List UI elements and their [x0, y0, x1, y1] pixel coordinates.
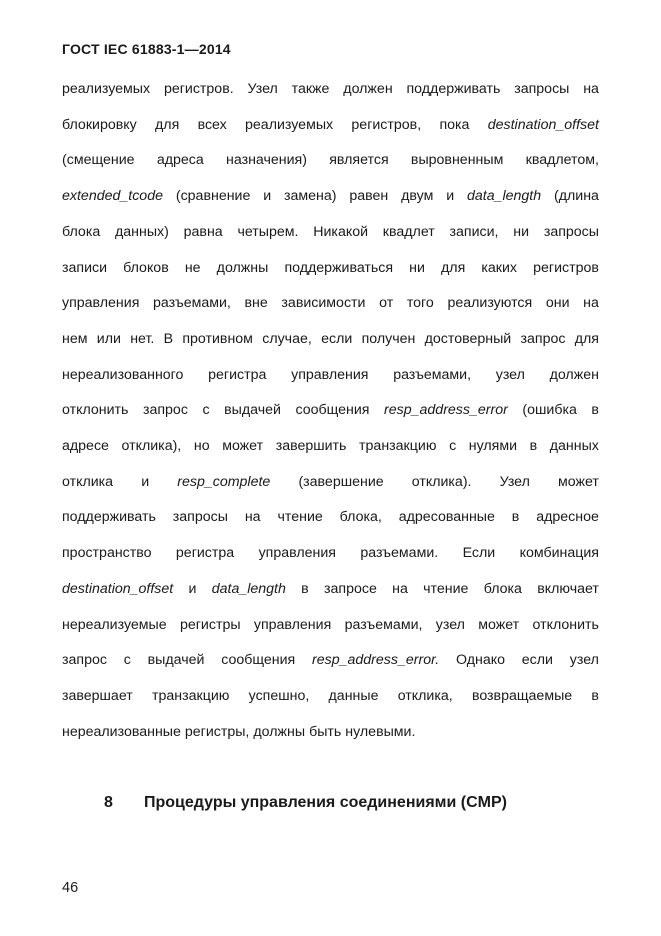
text-line [62, 651, 599, 669]
word: ни [409, 259, 425, 276]
word: управления [253, 616, 332, 633]
word: в [591, 687, 599, 704]
word: регистров. [163, 81, 234, 97]
word: или [96, 330, 121, 347]
word: и [263, 188, 272, 205]
word: возвращаемые [471, 687, 573, 704]
word: в [529, 438, 538, 454]
text-line [62, 330, 599, 348]
word: отклика, [397, 687, 453, 704]
word: с [123, 652, 131, 669]
word: узел [569, 652, 599, 669]
word: того [406, 295, 434, 312]
word: для [574, 330, 599, 347]
word: разъемами, [344, 616, 423, 633]
word: равна [183, 223, 223, 240]
word: узел [495, 366, 525, 383]
word: В [163, 330, 174, 347]
word: запрос [520, 330, 566, 347]
word: должны [216, 259, 269, 276]
word: регистров [533, 259, 599, 276]
word: регистра [175, 545, 235, 562]
word: комбинация [519, 545, 599, 562]
word: транзакцию [151, 687, 230, 704]
word: данных [549, 438, 599, 454]
word: нереализованные [62, 723, 181, 740]
word: адресованные [398, 509, 495, 526]
word: сообщения [221, 652, 296, 669]
word: данных) [115, 223, 169, 240]
word: поддерживать [62, 509, 156, 526]
word: блока [62, 223, 101, 240]
text-line [62, 80, 599, 98]
word: (смещение [62, 152, 135, 169]
word: может [558, 473, 599, 490]
text-line [62, 116, 599, 134]
word: запросы [172, 509, 228, 526]
word: должен [343, 81, 393, 97]
italic-term: resp_address_error [384, 402, 508, 419]
word: в [511, 509, 520, 526]
word: всех [197, 116, 227, 133]
word: включает [537, 580, 599, 597]
word: успешно, [248, 687, 310, 704]
word: поддерживать [406, 81, 501, 97]
text-line [62, 259, 599, 277]
word: нереализованного [62, 366, 184, 383]
italic-term: resp_address_error. [312, 652, 440, 669]
word: Однако [456, 652, 505, 669]
word: с [202, 402, 210, 419]
text-line [62, 294, 599, 312]
text-line [62, 544, 599, 562]
word: и [188, 580, 197, 597]
word: в [301, 580, 309, 597]
word: регистры, [184, 723, 250, 740]
word: зависимости [281, 295, 366, 312]
text-line [62, 580, 599, 598]
word: для [441, 259, 466, 276]
text-line [62, 437, 599, 455]
word: нулями [468, 438, 518, 454]
word: управления [291, 366, 369, 383]
word: может [478, 616, 520, 633]
word: адреса [156, 152, 204, 169]
italic-term: extended_tcode [62, 188, 163, 205]
word: квадлетом, [525, 152, 599, 169]
word: поддерживаться [284, 259, 394, 276]
word: противном [182, 330, 253, 347]
word: но [193, 438, 210, 454]
word: каких [481, 259, 518, 276]
word: на [392, 580, 408, 597]
word: с [449, 438, 457, 454]
italic-term: destination_offset [487, 116, 599, 133]
word: отклонить [62, 402, 129, 419]
word: нет. [130, 330, 155, 347]
word: должен [549, 366, 599, 383]
word: запрос [62, 652, 107, 669]
word: достоверный [424, 330, 512, 347]
word: является [329, 152, 389, 169]
word: записи, [449, 223, 499, 240]
word: двум [401, 188, 434, 205]
word: для [155, 116, 180, 133]
word: пока [439, 116, 470, 133]
word: (завершение [298, 473, 384, 490]
text-line [62, 366, 599, 384]
word: вне [244, 295, 268, 312]
page-number: 46 [62, 880, 79, 896]
word: Узел [247, 81, 278, 97]
text-line [62, 151, 599, 169]
word: случае, [262, 330, 312, 347]
word: блокировку [62, 116, 137, 133]
word: равен [349, 188, 389, 205]
word: блока, [339, 509, 382, 526]
word: сообщения [295, 402, 370, 419]
word: должны [253, 723, 306, 740]
word: и [141, 473, 150, 490]
italic-term: destination_offset [62, 580, 174, 597]
word: отклонить [532, 616, 599, 633]
word: быть [309, 723, 342, 740]
word: регистра [208, 366, 267, 383]
word: данные [328, 687, 379, 704]
word: не [184, 259, 201, 276]
word: узел [435, 616, 465, 633]
word: нулевыми. [345, 723, 416, 740]
word: завершить [275, 438, 347, 454]
word: отклика), [121, 438, 182, 454]
italic-term: data_length [211, 580, 286, 597]
document-header: ГОСТ IEC 61883-1—2014 [62, 41, 231, 57]
text-line [62, 723, 599, 741]
word: блоков [123, 259, 169, 276]
word: запрос [142, 402, 188, 419]
word: на [244, 509, 261, 526]
word: может [222, 438, 264, 454]
text-line [62, 473, 599, 491]
word: управления [62, 295, 140, 312]
word: от [379, 295, 394, 312]
word: ни [513, 223, 530, 240]
word: запросы [543, 223, 599, 240]
word: разъемами. [360, 545, 439, 562]
word: завершает [62, 687, 133, 704]
text-line [62, 401, 599, 419]
word: (длина [554, 188, 599, 205]
word: выдачей [224, 402, 281, 419]
word: в [591, 402, 599, 419]
word: на [583, 81, 599, 97]
word: выдачей [147, 652, 205, 669]
word: запросы [514, 81, 570, 97]
word: выровненным [410, 152, 504, 169]
text-line [62, 687, 599, 705]
word: отклика). [411, 473, 472, 490]
word: (сравнение [175, 188, 251, 205]
word: разъемами, [153, 295, 231, 312]
word: записи [62, 259, 108, 276]
word: чтение [423, 580, 469, 597]
word: чтение [277, 509, 323, 526]
word: нереализуемые [62, 616, 167, 633]
text-line [62, 223, 599, 241]
word: разъемами, [393, 366, 472, 383]
italic-term: data_length [466, 188, 542, 205]
word: адресе [62, 438, 109, 454]
word: (ошибка [522, 402, 577, 419]
word: реализуемых [245, 116, 334, 133]
text-line [62, 187, 599, 205]
word: на [583, 295, 599, 312]
word: назначения) [226, 152, 307, 169]
text-line [62, 508, 599, 526]
word: Узел [499, 473, 530, 490]
section-heading [104, 794, 507, 812]
italic-term: resp_complete [177, 473, 271, 490]
word: отклика [62, 473, 114, 490]
word: замена) [284, 188, 337, 205]
word: блока [483, 580, 522, 597]
word: также [291, 81, 330, 97]
word: квадлет [382, 223, 435, 240]
section-title: Процедуры управления соединениями (CMP) [144, 794, 507, 811]
word: регистры [179, 616, 241, 633]
word: реализуемых [62, 81, 151, 97]
word: получен [361, 330, 416, 347]
word: если [321, 330, 353, 347]
word: Если [462, 545, 496, 562]
word: нем [62, 330, 88, 347]
word: пространство [62, 545, 152, 562]
word: регистров, [351, 116, 422, 133]
word: если [521, 652, 553, 669]
word: они [545, 295, 570, 312]
word: Никакой [313, 223, 369, 240]
word: управления [258, 545, 336, 562]
word: четырем. [237, 223, 299, 240]
word: адресное [536, 509, 599, 526]
word: реализуются [447, 295, 533, 312]
word: транзакцию [359, 438, 437, 454]
word: и [446, 188, 455, 205]
word: запросе [324, 580, 377, 597]
section-number: 8 [104, 794, 113, 811]
text-line [62, 616, 599, 634]
